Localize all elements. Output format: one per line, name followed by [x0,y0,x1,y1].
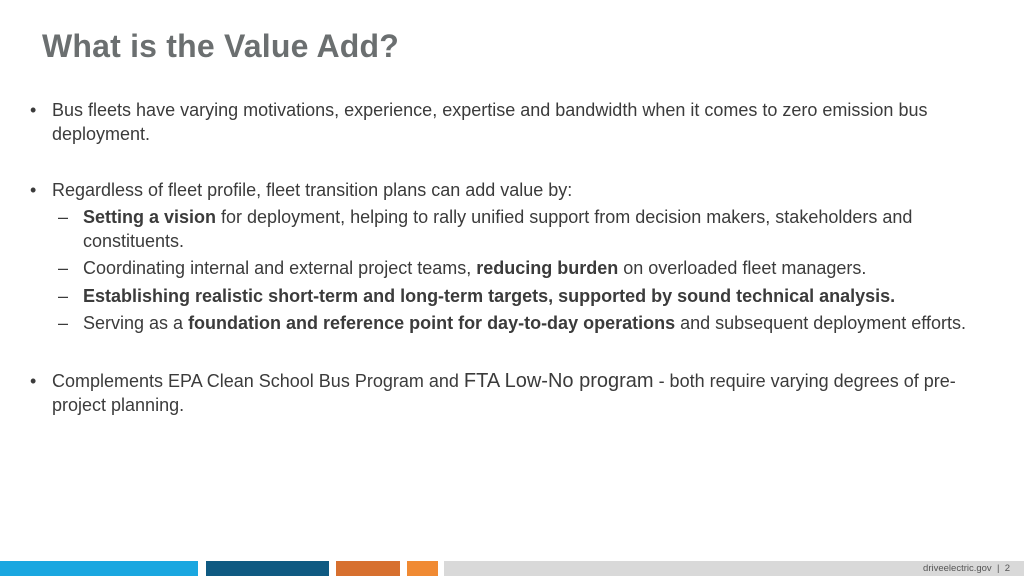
bullet-text: Regardless of fleet profile, fleet transition plans can add value by: [52,180,573,200]
sub-text: Coordinating internal and external project teams, [83,258,477,278]
footer-bar-dark-orange [336,561,400,576]
bullet-text: - both require varying degrees of pre-project planning. [52,370,956,415]
bullet-item-fleet-motivations [30,98,990,146]
dash-marker: – [58,207,69,227]
sub-item-setting-vision [30,206,990,253]
bullet-text: Complements EPA Clean School Bus Program and [52,370,464,391]
bullet-item-complements-programs [30,369,990,417]
dash-marker: – [58,258,69,278]
footer-bar-dark-blue [206,561,329,576]
sub-text: and subsequent deployment efforts. [675,313,966,333]
bold-phrase: Establishing realistic short-term and long-term targets, supported by sound technical analysis. [83,285,896,306]
bullet-marker: • [30,180,37,200]
sub-text: for deployment, helping to rally unified support from decision makers, stakeholders and constituents. [83,207,913,251]
bullet-list [30,98,990,417]
sub-text: on overloaded fleet managers. [618,258,867,278]
dash-marker: – [58,285,69,306]
bullet-text: Bus fleets have varying motivations, experience, expertise and bandwidth when it comes to zero emission bus deployment. [52,100,928,144]
footer-site-and-page-number: driveelectric.gov | 2 [923,563,1010,574]
bullet-item-fleet-transition-value [30,178,990,202]
bold-phrase: foundation and reference point for day-to-day operations [188,313,676,333]
sub-text: Serving as a [83,313,189,333]
bullet-marker: • [30,370,37,391]
dash-marker: – [58,313,69,333]
slide-title: What is the Value Add? [42,28,400,64]
bullet-marker: • [30,100,37,120]
sub-item-coordinating-teams [30,257,990,281]
bold-phrase: Setting a vision [83,207,217,227]
sub-item-serving-foundation [30,312,990,336]
fta-program-phrase: FTA Low-No program [463,369,654,392]
footer-bar-light-blue [0,561,198,576]
footer-bar-orange [407,561,438,576]
bold-phrase: reducing burden [476,258,619,278]
sub-item-establishing-targets [30,285,990,309]
